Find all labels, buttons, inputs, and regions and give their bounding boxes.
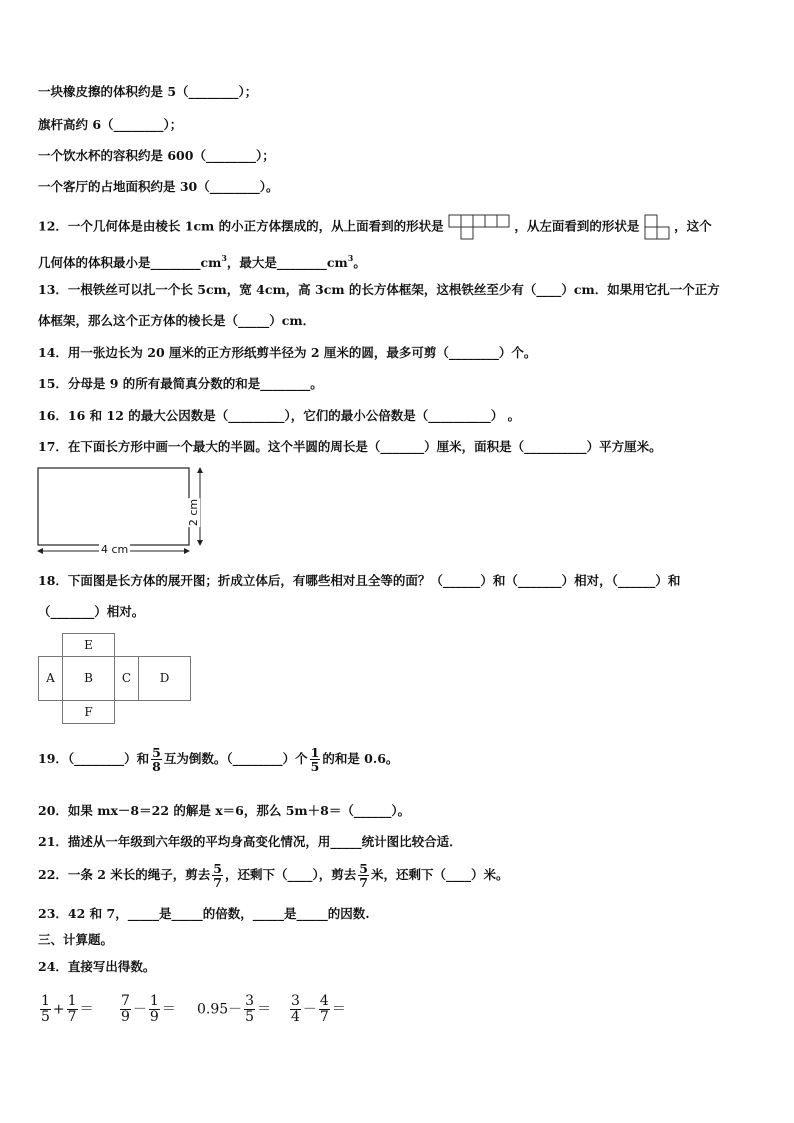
unit-line-livingroom: 一个客厅的占地面积约是 30（________）。 [38, 179, 279, 194]
question-12-line2 [38, 250, 366, 271]
top-view-figure [448, 214, 510, 240]
calc4-fraction-a [290, 994, 301, 1025]
question-18-line2: （_______）相对。 [38, 604, 145, 619]
calc1-a-denominator: 5 [41, 1009, 50, 1025]
q22-fraction-2 [358, 862, 369, 889]
calc2-fraction-a [120, 994, 131, 1025]
q12-text-b: ，从左面看到的形状是 [514, 218, 640, 234]
calc4-a-denominator: 4 [291, 1009, 300, 1025]
net-face-d: D [138, 656, 191, 701]
calc-item-2 [118, 994, 176, 1025]
q22-f2-numerator: 5 [359, 861, 368, 876]
q19-f2-numerator: 1 [310, 745, 320, 760]
calc1-fraction-b [67, 994, 78, 1025]
calc2-equals: ＝ [161, 1001, 176, 1018]
calc3-fraction [244, 994, 255, 1025]
question-18-line1: 18．下面图是长方体的展开图；折成立体后，有哪些相对且全等的面？（______）和（_______）相对，（______）和 [38, 573, 681, 588]
q12-text-a: 12．一个几何体是由棱长 1cm 的小正方体摆成的，从上面看到的形状是 [38, 218, 444, 234]
question-21: 21．描述从一年级到六年级的平均身高变化情况，用_____统计图比较合适． [38, 834, 462, 849]
q19-fraction-2 [310, 746, 321, 773]
question-23: 23．42 和 7，_____是_____的倍数，_____是_____的因数. [38, 906, 370, 921]
question-12-line1 [38, 214, 712, 240]
calc3-lead: 0.95－ [197, 1001, 243, 1018]
q19-text-a: 19．（________）和 [38, 751, 150, 766]
q19-text-b: 互为倒数。（________）个 [163, 751, 308, 766]
calc4-b-numerator: 4 [319, 993, 329, 1009]
q12-text-c: ，这个 [674, 218, 712, 234]
calc1-b-denominator: 7 [67, 1009, 77, 1025]
q22-fraction-1 [212, 862, 223, 889]
question-22 [38, 862, 508, 889]
calc4-fraction-b [319, 994, 330, 1025]
q12-sup-1: 3 [221, 253, 227, 263]
q12-sup-2: 3 [347, 253, 354, 263]
question-15: 15．分母是 9 的所有最简真分数的和是________。 [38, 376, 323, 391]
unit-line-cup: 一个饮水杯的容积约是 600（________）； [38, 148, 275, 163]
net-face-e: E [62, 633, 115, 657]
calc4-operator: － [302, 1001, 317, 1018]
q12-max-volume: ，最大是________cm [226, 255, 348, 270]
calc4-a-numerator: 3 [291, 993, 300, 1009]
left-view-figure [644, 214, 670, 240]
q22-f1-denominator: 7 [213, 875, 222, 890]
calc1-operator: + [52, 1001, 65, 1018]
question-24: 24．直接写出得数。 [38, 959, 156, 974]
q22-text-c: 米，还剩下（____）米。 [370, 867, 509, 882]
net-face-c: C [114, 656, 139, 701]
calc-item-1 [38, 994, 94, 1025]
q19-f1-denominator: 8 [152, 759, 161, 774]
calc1-b-numerator: 1 [67, 993, 77, 1009]
question-17: 17．在下面长方形中画一个最大的半圆。这个半圆的周长是（_______）厘米，面积是（__________）平方厘米。 [38, 439, 662, 454]
calc2-fraction-b [149, 994, 160, 1025]
calc4-b-denominator: 7 [319, 1009, 329, 1025]
q19-text-c: 的和是 0.6。 [322, 751, 399, 766]
q12-min-volume: 几何体的体积最小是________cm [38, 255, 222, 270]
section-3-title: 三、计算题。 [38, 932, 114, 947]
calc4-equals: ＝ [331, 1001, 346, 1018]
height-label: 2 cm [187, 498, 201, 527]
q22-f2-denominator: 7 [359, 875, 368, 890]
unit-line-flagpole: 旗杆高约 6（________）； [38, 117, 183, 132]
calc2-a-numerator: 7 [121, 993, 130, 1009]
net-face-f: F [62, 700, 115, 724]
unit-line-eraser: 一块橡皮擦的体积约是 5（________）； [38, 84, 258, 99]
q12-end: 。 [353, 255, 366, 270]
calc-item-4 [288, 994, 346, 1025]
q22-text-b: ，还剩下（____），剪去 [225, 867, 357, 882]
q22-f1-numerator: 5 [213, 861, 222, 876]
calc3-numerator: 3 [245, 993, 255, 1009]
calc3-equals: ＝ [257, 1001, 272, 1018]
calc1-equals: ＝ [79, 1001, 94, 1018]
calc2-a-denominator: 9 [121, 1009, 130, 1025]
calc1-fraction-a [40, 994, 51, 1025]
net-face-a: A [38, 656, 63, 701]
question-13-line1: 13．一根铁丝可以扎一个长 5cm，宽 4cm，高 3cm 的长方体框架，这根铁丝至少有（____）cm．如果用它扎一个正方 [38, 282, 720, 297]
net-face-b: B [62, 656, 115, 701]
question-13-line2: 体框架，那么这个正方体的棱长是（_____）cm． [38, 313, 316, 328]
q19-f2-denominator: 5 [310, 759, 320, 774]
calc2-b-denominator: 9 [149, 1009, 159, 1025]
calc2-operator: － [132, 1001, 147, 1018]
calc1-a-numerator: 1 [41, 993, 50, 1009]
question-20: 20．如果 mx－8＝22 的解是 x＝6，那么 5m＋8＝（______）。 [38, 803, 411, 818]
q19-f1-numerator: 5 [152, 745, 161, 760]
width-label: 4 cm [101, 543, 129, 556]
question-14: 14．用一张边长为 20 厘米的正方形纸剪半径为 2 厘米的圆，最多可剪（________）个。 [38, 345, 537, 360]
q19-fraction-1 [151, 746, 162, 773]
calc3-denominator: 5 [245, 1009, 255, 1025]
calc2-b-numerator: 1 [149, 993, 159, 1009]
question-19 [38, 746, 398, 773]
calc-item-3 [197, 994, 271, 1025]
question-16: 16．16 和 12 的最大公因数是（_________），它们的最小公倍数是（__________） 。 [38, 408, 521, 423]
q22-text-a: 22．一条 2 米长的绳子，剪去 [38, 867, 211, 882]
